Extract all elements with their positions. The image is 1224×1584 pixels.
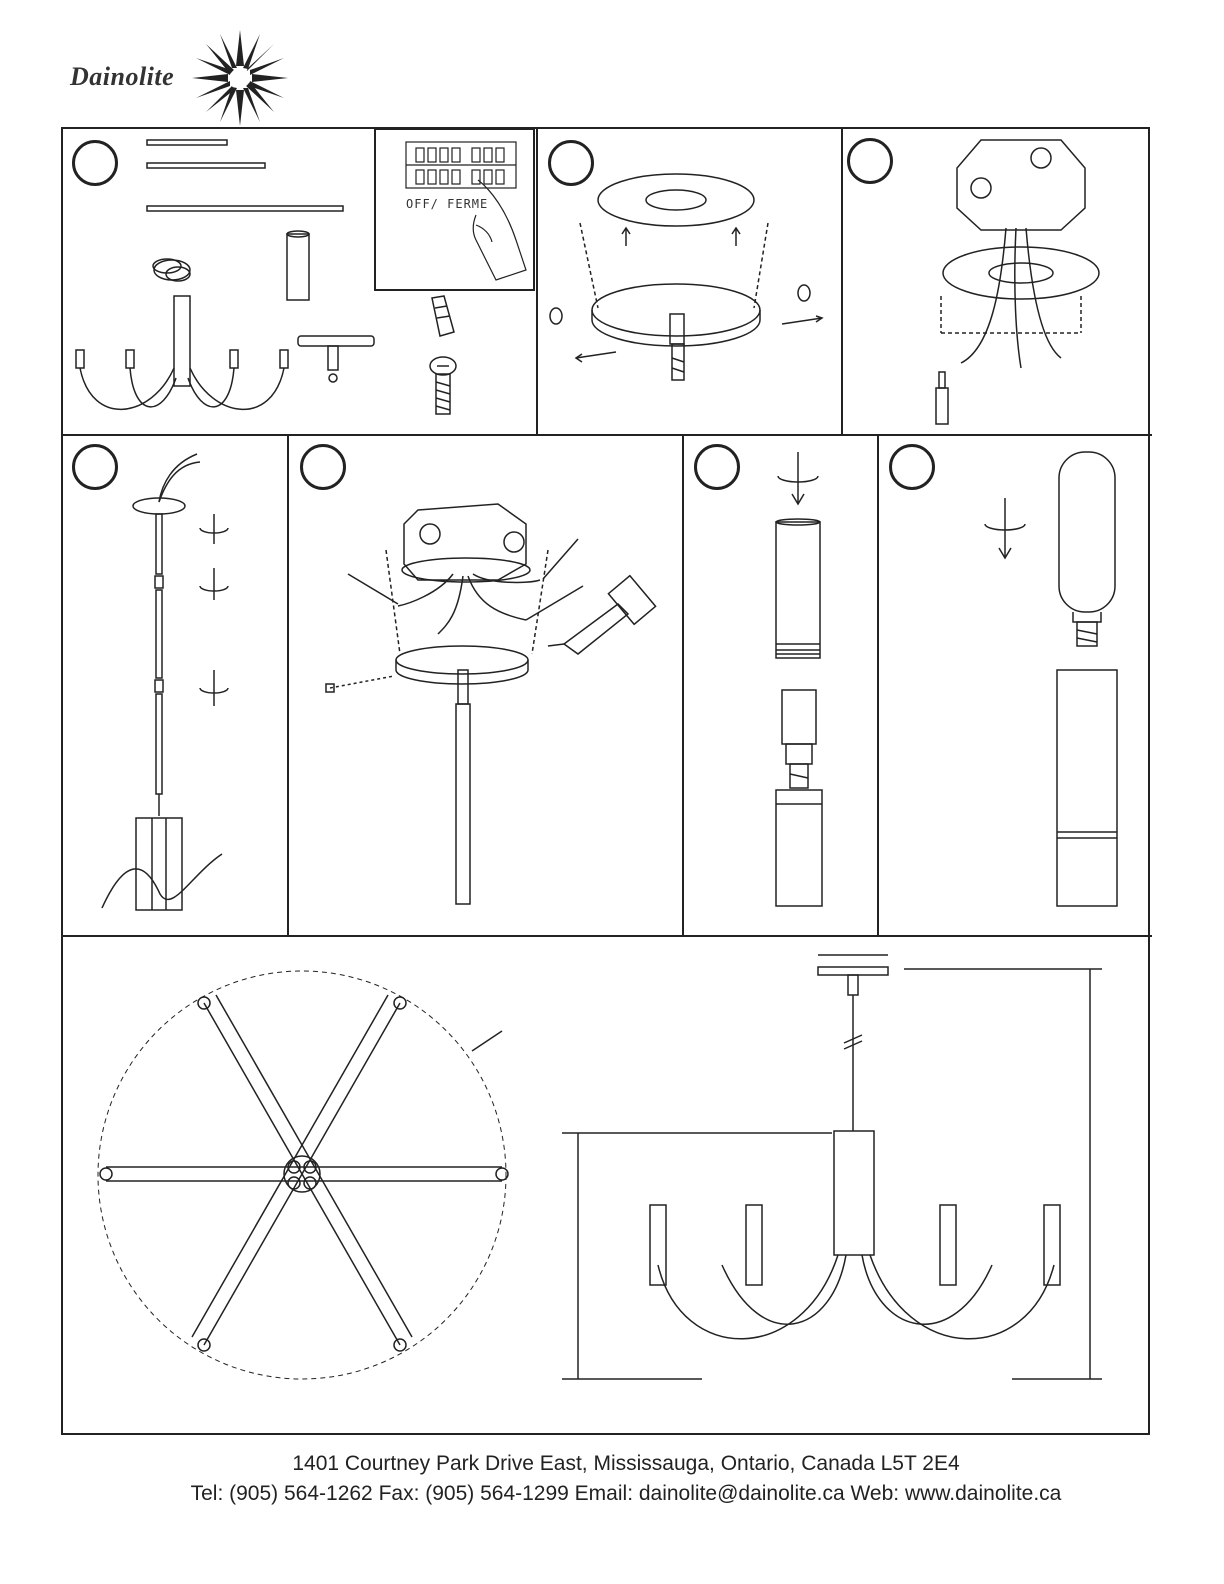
panel-extension-rods: [62, 434, 287, 934]
panel-parts: [62, 128, 535, 433]
panel-bulb: [877, 434, 1149, 934]
panel-mounting-bracket: [536, 128, 840, 433]
panel-shade-tube: [682, 434, 876, 934]
panel-canopy-wiring: [288, 434, 681, 934]
junction-box-illustration: [841, 128, 1149, 433]
canopy-wiring-illustration: [288, 434, 681, 934]
dimensions-illustration: [62, 935, 1149, 1435]
extension-rods-illustration: [62, 434, 287, 934]
footer-contact: Tel: (905) 564-1262 Fax: (905) 564-1299 Email: dainolite@dainolite.ca Web: www.dainolite.ca: [190, 1482, 1062, 1505]
mounting-bracket-illustration: [536, 128, 840, 433]
panel-dimensions: [62, 935, 1149, 1435]
switch-off-label: OFF/ FERME: [406, 197, 489, 211]
power-off-inset: [374, 128, 535, 291]
footer-address: 1401 Courtney Park Drive East, Mississauga, Ontario, Canada L5T 2E4: [292, 1452, 960, 1475]
brand-name: Dainolite: [70, 62, 175, 91]
starburst-icon: [190, 28, 290, 128]
shade-tube-illustration: [682, 434, 876, 934]
panel-junction-box: [841, 128, 1149, 433]
brand-logo: [66, 28, 306, 128]
bulb-illustration: [877, 434, 1149, 934]
